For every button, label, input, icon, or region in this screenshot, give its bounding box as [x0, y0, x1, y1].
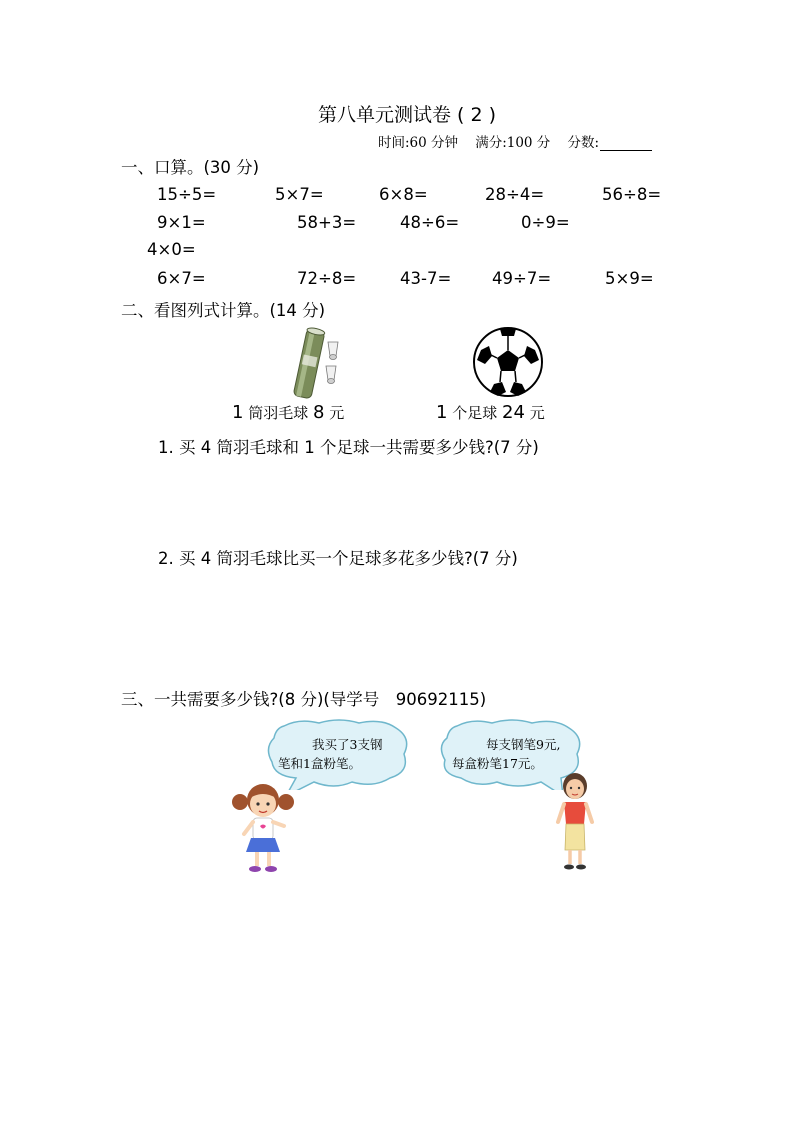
section1-heading: 一、口算。(30 分) [121, 158, 260, 177]
calc-item: 72÷8= [297, 269, 357, 288]
calc-item: 43-7= [400, 269, 452, 288]
woman-speech-line1: 每支钢笔9元, [486, 737, 561, 752]
woman-figure-image [552, 772, 598, 872]
score-label: 分数: [567, 135, 600, 151]
ball-label: 个足球 [452, 404, 498, 422]
calc-item: 5×7= [275, 185, 324, 204]
calc-item: 58+3= [297, 213, 357, 232]
ball-price: 24 [502, 402, 525, 423]
score-blank[interactable] [600, 136, 652, 151]
page-title: 第八单元测试卷 ( 2 ) [318, 104, 497, 126]
calc-item: 56÷8= [602, 185, 662, 204]
ball-caption [436, 402, 545, 423]
calc-item: 15÷5= [157, 185, 217, 204]
calc-item: 48÷6= [400, 213, 460, 232]
exam-meta [378, 131, 652, 151]
ball-qty: 1 [436, 402, 448, 423]
girl-speech-text [278, 735, 382, 773]
calc-item: 0÷9= [521, 213, 570, 232]
shuttlecock-tube-image [292, 326, 348, 402]
girl-speech-line1: 我买了3支钢 [312, 737, 383, 752]
calc-item: 4×0= [147, 240, 196, 259]
calc-item: 9×1= [157, 213, 206, 232]
section3-heading: 三、一共需要多少钱?(8 分)(导学号 90692115) [121, 690, 487, 709]
question-2-number: 2. [158, 549, 174, 568]
calc-item: 49÷7= [492, 269, 552, 288]
calc-item: 28÷4= [485, 185, 545, 204]
girl-figure-image [230, 780, 296, 874]
shuttle-qty: 1 [232, 402, 244, 423]
section2-heading: 二、看图列式计算。(14 分) [121, 301, 326, 320]
question-2 [158, 545, 518, 569]
woman-speech-text [452, 735, 560, 773]
soccer-ball-image [472, 326, 544, 398]
shuttle-caption [232, 402, 344, 423]
time-limit: 时间:60 分钟 [378, 135, 459, 151]
ball-unit: 元 [529, 404, 545, 422]
shuttle-label: 筒羽毛球 [248, 404, 309, 422]
shuttle-unit: 元 [329, 404, 345, 422]
question-1-number: 1. [158, 438, 174, 457]
girl-speech-line2: 笔和1盒粉笔。 [278, 756, 361, 771]
calc-item: 5×9= [605, 269, 654, 288]
question-1 [158, 434, 539, 458]
question-1-text: 买 4 筒羽毛球和 1 个足球一共需要多少钱?(7 分) [179, 438, 539, 457]
calc-item: 6×7= [157, 269, 206, 288]
shuttle-price: 8 [313, 402, 325, 423]
woman-speech-line2: 每盒粉笔17元。 [452, 756, 543, 771]
question-2-text: 买 4 筒羽毛球比买一个足球多花多少钱?(7 分) [179, 549, 518, 568]
full-score: 满分:100 分 [475, 135, 551, 151]
calc-item: 6×8= [379, 185, 428, 204]
